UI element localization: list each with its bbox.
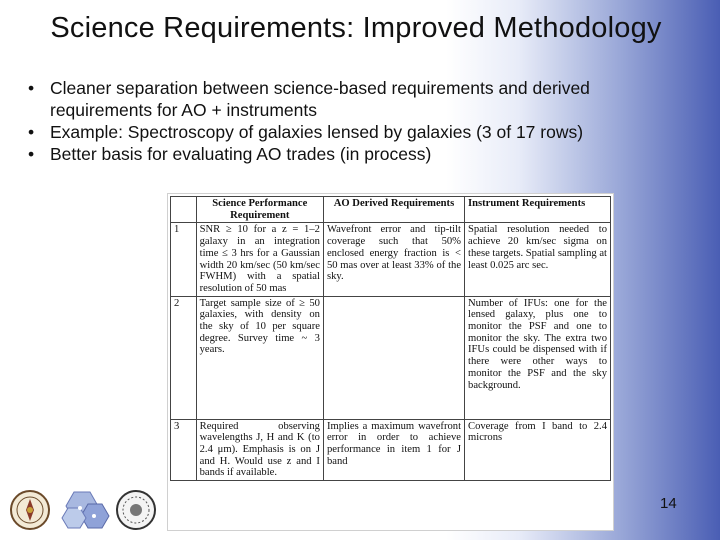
science-requirement-cell: Required observing wavelengths J, H and K (to 2.4 μm). Emphasis is on J and H. Would use z and I bands if available.: [196, 419, 323, 481]
requirements-table: [170, 196, 611, 481]
row-number: 1: [171, 223, 197, 296]
bullet-text: Better basis for evaluating AO trades (in process): [50, 144, 432, 164]
bullet-marker: •: [28, 144, 35, 164]
bullet-item: [28, 77, 688, 121]
slide-title: Science Requirements: Improved Methodology: [50, 12, 662, 44]
ao-requirement-cell: Implies a maximum wavefront error in order to achieve performance in item 1 for J band: [323, 419, 464, 481]
table-header-cell: AO Derived Requirements: [323, 197, 464, 223]
table-row: [171, 223, 611, 296]
bullet-item: [28, 121, 688, 143]
table-row: [171, 419, 611, 481]
page-number: 14: [660, 495, 677, 512]
bullet-marker: •: [28, 78, 35, 98]
bullet-text: Cleaner separation between science-based requirements and derived requirements for AO + instruments: [50, 78, 590, 120]
university-seal-logo: [11, 491, 49, 529]
bullet-text: Example: Spectroscopy of galaxies lensed by galaxies (3 of 17 rows): [50, 122, 584, 142]
science-requirement-cell: Target sample size of ≥ 50 galaxies, with density on the sky of 10 per square degree. Survey time ~ 3 years.: [196, 296, 323, 419]
table-header-row: [171, 197, 611, 223]
tmt-mirror-segments-logo: [62, 492, 109, 528]
bullet-item: [28, 143, 688, 165]
instrument-requirement-cell: Coverage from I band to 2.4 microns: [465, 419, 611, 481]
row-number: 2: [171, 296, 197, 419]
table-row: [171, 296, 611, 419]
bullet-marker: •: [28, 122, 35, 142]
ao-requirement-cell: [323, 296, 464, 419]
ao-requirement-cell: Wavefront error and tip-tilt coverage such that 50% enclosed energy fraction is < 50 mas over at least 33% of the sky.: [323, 223, 464, 296]
table-header-cell: Science Performance Requirement: [196, 197, 323, 223]
instrument-requirement-cell: Spatial resolution needed to achieve 20 km/sec sigma on these targets. Spatial sampling at least 0.025 arc sec.: [465, 223, 611, 296]
bullet-list: [28, 77, 688, 165]
science-requirement-cell: SNR ≥ 10 for a z = 1–2 galaxy in an integration time ≤ 3 hrs for a Gaussian width 20 km/sec (50 km/sec FWHM) with a spatial resolution of 50 mas: [196, 223, 323, 296]
requirements-table-image: [168, 194, 613, 530]
table-header-cell: [171, 197, 197, 223]
instrument-requirement-cell: Number of IFUs: one for the lensed galaxy, plus one to monitor the PSF and one to monitor the sky. The extra two IFUs could be dispensed with if there were other ways to monitor the PSF and the sky background.: [465, 296, 611, 419]
table-header-cell: Instrument Requirements: [465, 197, 611, 223]
row-number: 3: [171, 419, 197, 481]
observatory-seal-logo: [117, 491, 155, 529]
logo-strip: [8, 486, 158, 534]
